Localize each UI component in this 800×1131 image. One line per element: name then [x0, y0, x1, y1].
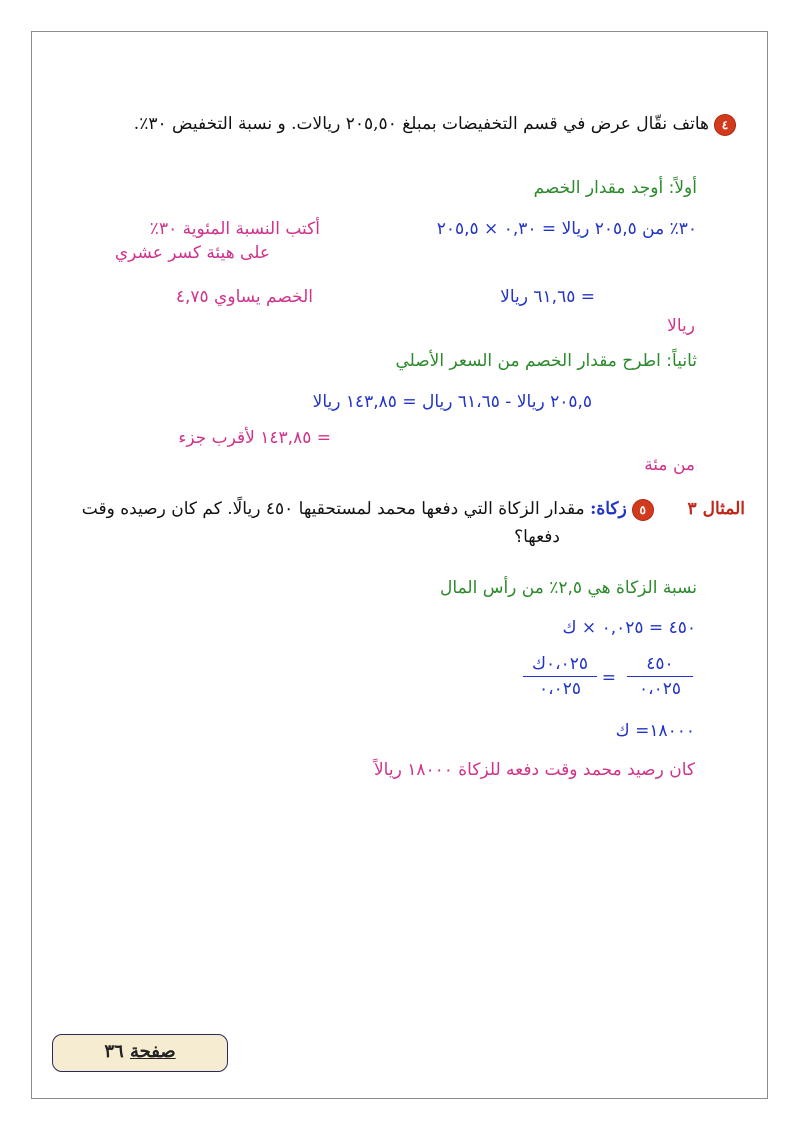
example-3-text-continued: دفعها؟ [514, 527, 560, 547]
example-text: مقدار الزكاة التي دفعها محمد لمستحقيها ٤٥٠ ريالًا. كم كان رصيده وقت [81, 499, 585, 519]
example-title: زكاة: [590, 499, 627, 519]
step-1-heading: أولاً: أوجد مقدار الخصم [533, 178, 697, 198]
fraction-right [523, 654, 597, 699]
problem-4-text: هاتف نقّال عرض في قسم التخفيضات بمبلغ ٢٠٥,٥٠ ريالات. و نسبة التخفيض ٣٠٪. [133, 114, 709, 134]
equals-sign: = [601, 668, 616, 688]
problem-number-badge: ٤ [715, 115, 735, 135]
example-number-badge: ٥ [633, 500, 653, 520]
step-1-result-note-continued: ريالا [667, 316, 695, 336]
step-2-rounded-continued: من مئة [644, 455, 695, 475]
conclusion: كان رصيد محمد وقت دفعه للزكاة ١٨٠٠٠ ريالاً [373, 760, 695, 780]
step-1-result-note: الخصم يساوي ٤,٧٥ [175, 287, 313, 307]
page-label: صفحة [129, 1041, 176, 1062]
step-1-note: أكتب النسبة المئوية ٣٠٪ [149, 219, 320, 239]
fraction-right-denominator: ٠،٠٢٥ [538, 679, 581, 699]
fraction-right-numerator: ٠،٠٢٥ك [523, 654, 597, 677]
step-1-calculation: ٣٠٪ من ٢٠٥,٥ ريالا = ٠,٣٠ × ٢٠٥,٥ [436, 219, 697, 239]
problem-4-statement [134, 114, 735, 135]
step-2-heading: ثانياً: اطرح مقدار الخصم من السعر الأصلي [395, 351, 697, 371]
equation-3: ١٨٠٠٠= ك [615, 721, 695, 741]
page-number: ٣٦ [104, 1041, 124, 1062]
step-1-note-continued: على هيئة كسر عشري [114, 243, 270, 263]
zakat-rate: نسبة الزكاة هي ٢,٥٪ من رأس المال [440, 578, 697, 598]
fraction-left-numerator: ٤٥٠ [627, 654, 693, 677]
example-3-statement [82, 499, 745, 520]
example-label: المثال ٣ [687, 499, 745, 519]
equation-1: ٤٥٠ = ٠,٠٢٥ × ك [562, 618, 696, 638]
step-2-rounded: = ١٤٣,٨٥ لأقرب جزء [178, 428, 331, 448]
fraction-left-denominator: ٠،٠٢٥ [638, 679, 681, 699]
page-number-box [52, 1034, 228, 1072]
step-1-result: = ٦١,٦٥ ريالا [500, 287, 595, 307]
fraction-left [627, 654, 693, 699]
step-2-calculation: ٢٠٥,٥ ريالا - ٦١،٦٥ ريال = ١٤٣,٨٥ ريالا [312, 392, 592, 412]
